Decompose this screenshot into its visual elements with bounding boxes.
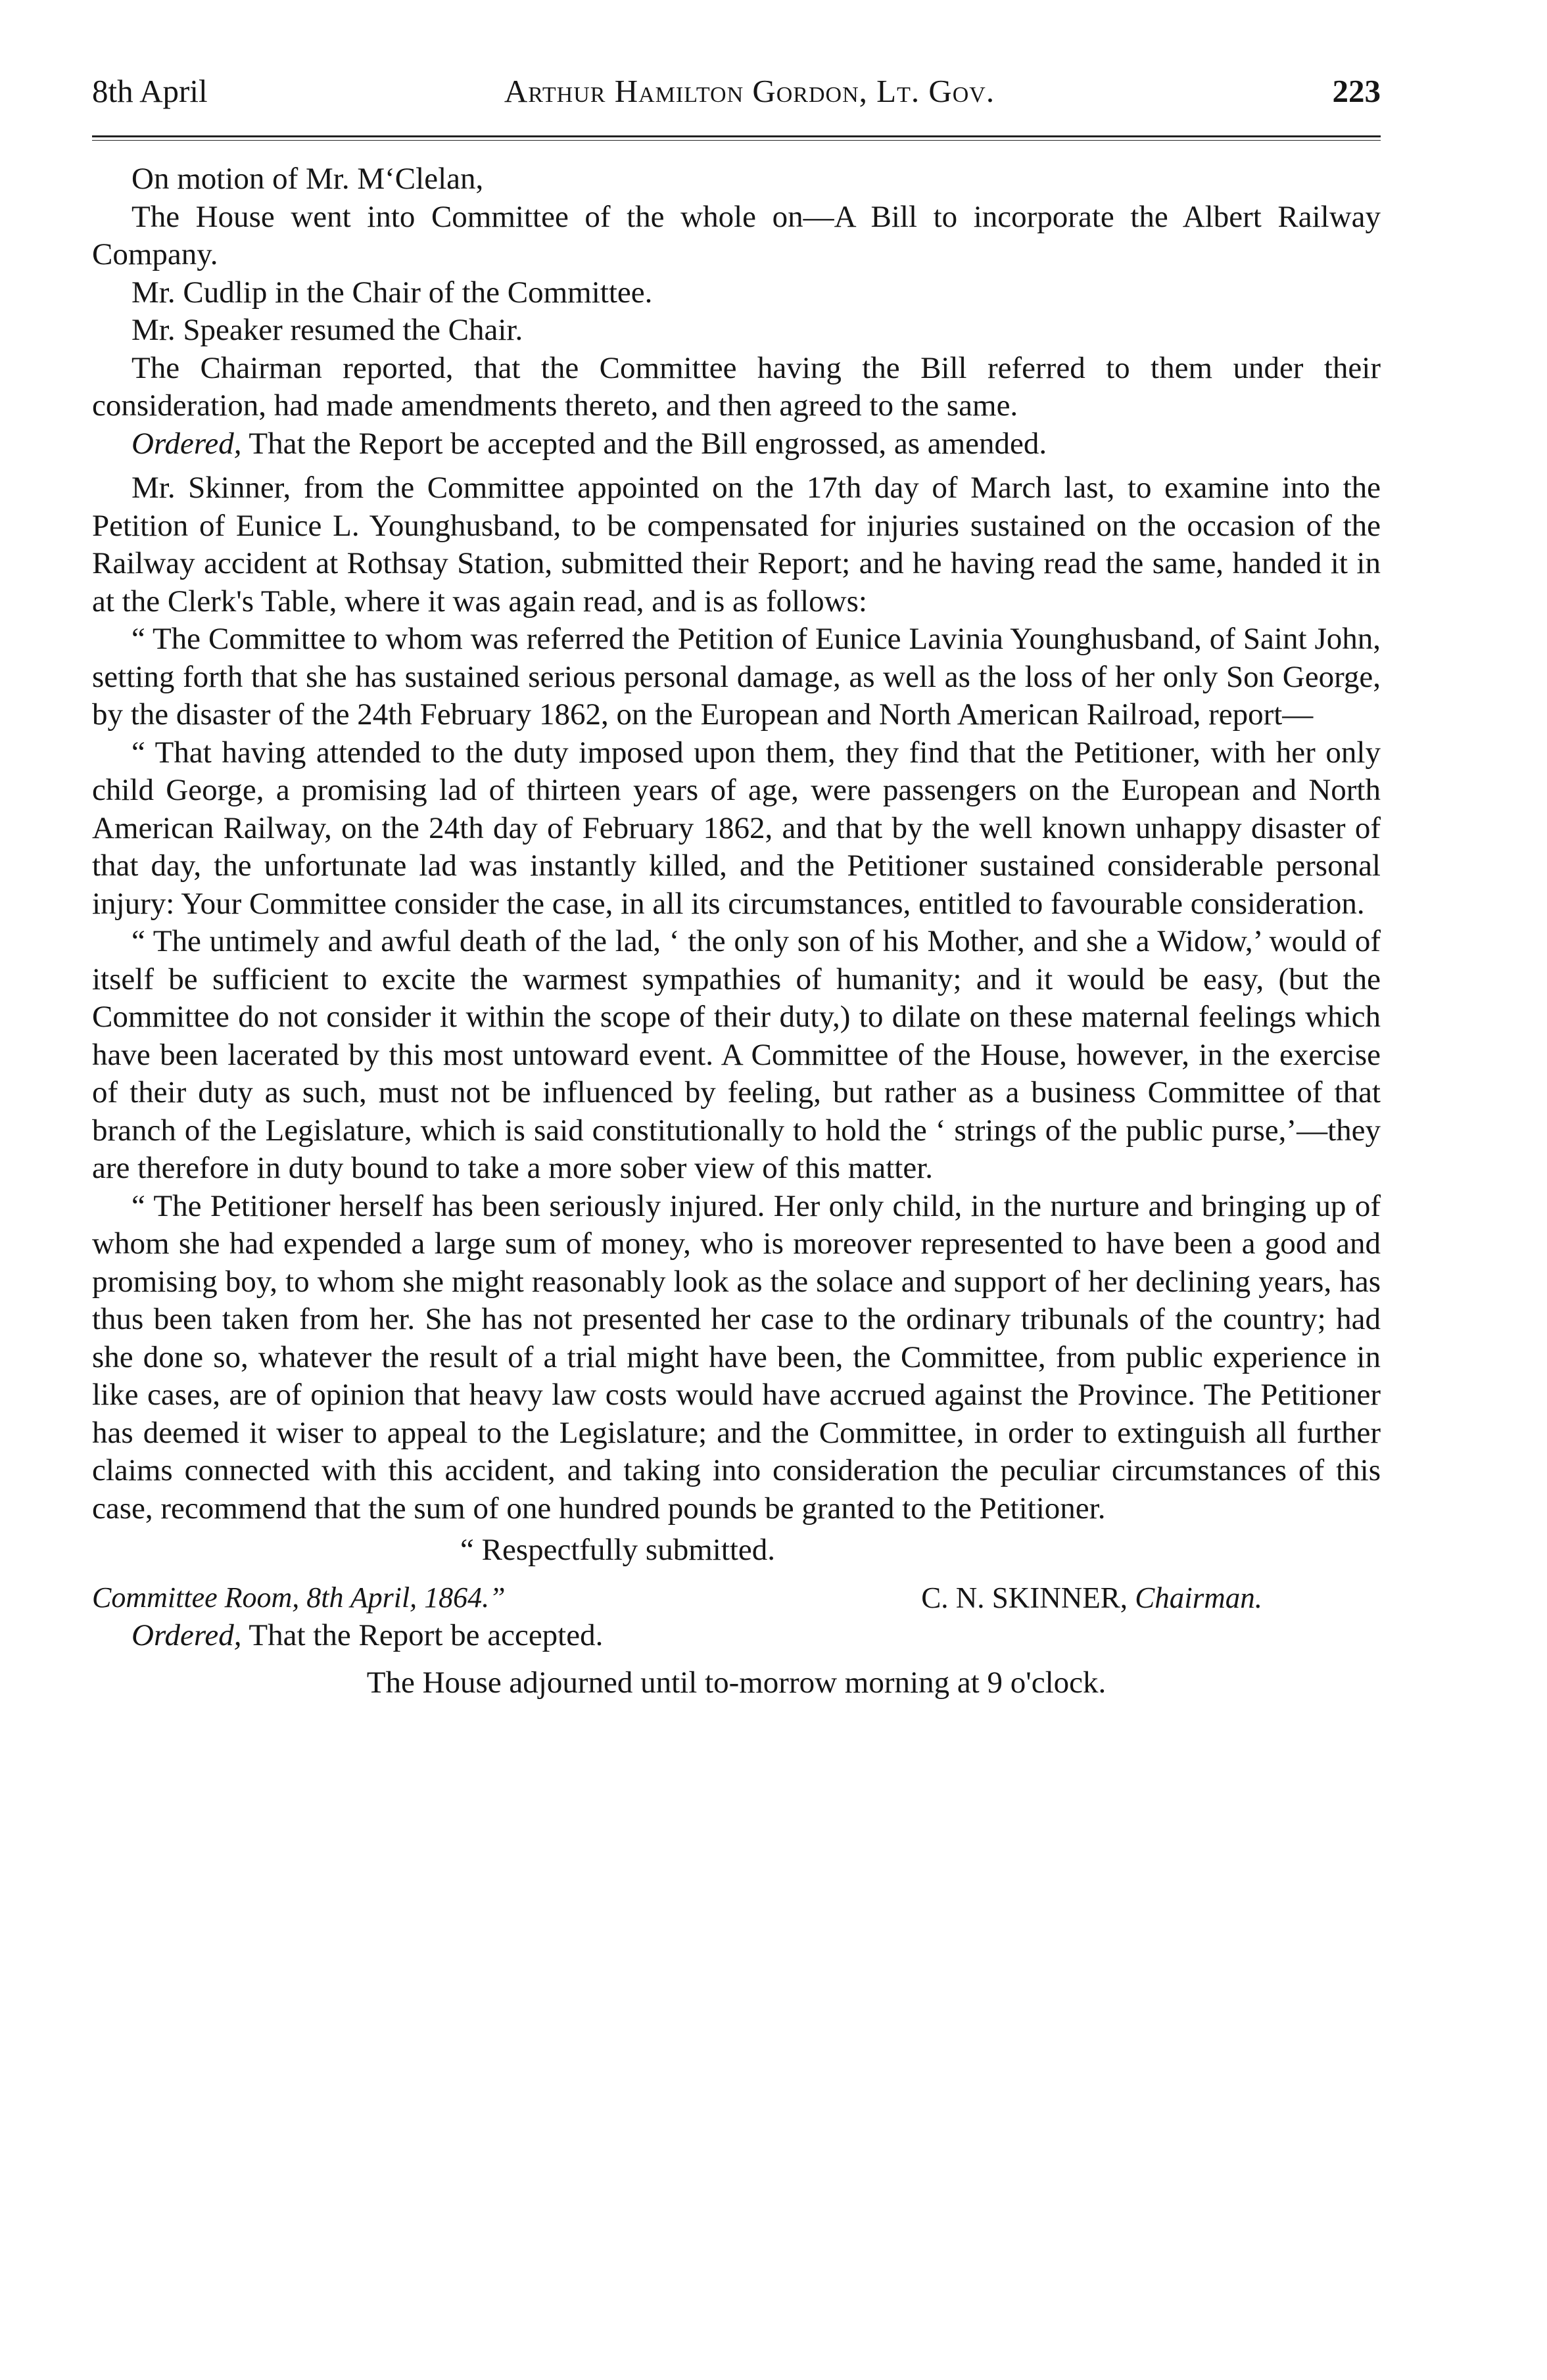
paragraph-text: Mr. Cudlip in the Chair of the Committee. [131,275,653,310]
paragraph-text: “ That having attended to the duty imposed upon them, they find that the Petitioner, with her only child George, a promising lad of thirteen years of age, were passengers on the European and North American Railway, on the 24th day of February 1862, and that by the well known unhappy disaster of that day, the unfortunate lad was instantly killed, and the Petitioner sustained considerable personal injury: Your Committee consider the case, in all its circumstances, entitled to favourable consideration. [92,735,1381,921]
header-rule [92,135,1381,141]
paragraph-committee-of-whole [92,198,1381,274]
paragraph-lead: Ordered, [131,426,242,461]
paragraph-text: “ The untimely and awful death of the lad, ‘ the only son of his Mother, and she a Widow,’ would of itself be sufficient to excite the warmest sympathies of humanity; and it would be easy, (but the Committee do not consider it within the scope of their duty,) to dilate on these maternal feelings which have been lacerated by this most untoward event. A Committee of the House, however, in the exercise of their duty as such, must not be influenced by feeling, but rather as a business Committee of that branch of the Legislature, which is said constitutionally to hold the ‘ strings of the public purse,’—they are therefore in duty bound to take a more sober view of this matter. [92,924,1381,1185]
closing-order-text: That the Report be accepted. [241,1618,604,1652]
paragraph-speaker [92,312,1381,350]
paragraph-duty-findings [92,734,1381,923]
paragraph-text: The House went into Committee of the whole on—A Bill to incorporate the Albert Railway Company. [92,199,1381,271]
paragraph-untimely-death [92,923,1381,1188]
body-text [92,160,1381,1570]
paragraph-text: “ The Petitioner herself has been seriously injured. Her only child, in the nurture and bringing up of whom she had expended a large sum of money, who is moreover represented to have been a good and promising boy, to whom she might reasonably look as the solace and support of her declining years, has thus been taken from her. She has not presented her case to the ordinary tribunals of the country; had she done so, whatever the result of a trial might have been, the Committee, from public experience in like cases, are of opinion that heavy law costs would have accrued against the Province. The Petitioner has deemed it wiser to appeal to the Legislature; and the Committee, in order to extinguish all further claims connected with this accident, and taking into consideration the peculiar circumstances of this case, recommend that the sum of one hundred pounds be granted to the Petitioner. [92,1188,1381,1526]
paragraph-petition-referred [92,620,1381,734]
running-head [92,72,1381,125]
paragraph-ordered-engrossed [92,425,1381,463]
paragraph-text: Mr. Skinner, from the Committee appointed on the 17th day of March last, to examine into the Petition of Eunice L. Younghusband, to be compensated for injuries sustained on the occasion of the Railway accident at Rothsay Station, submitted their Report; and he having read the same, handed it in at the Clerk's Table, where it was again read, and is as follows: [92,471,1381,618]
paragraph-text: The Chairman reported, that the Committee having the Bill referred to them under their consideration, had made amendments thereto, and then agreed to the same. [92,350,1381,423]
committee-room-date: Committee Room, 8th April, 1864.” [92,1581,506,1614]
paragraph-text: That the Report be accepted and the Bill engrossed, as amended. [241,426,1047,461]
paragraph-chairman-report [92,350,1381,425]
paragraph-text: On motion of Mr. M‘Clelan, [131,162,484,196]
signatory-role: Chairman. [1135,1581,1262,1614]
page-number: 223 [1332,73,1381,109]
document-page [92,72,1381,1702]
paragraph-skinner-report [92,469,1381,620]
paragraph-petitioner-injured [92,1188,1381,1528]
paragraph-text: Mr. Speaker resumed the Chair. [131,313,523,347]
header-date: 8th April [92,73,208,109]
closing-order [92,1617,1381,1655]
signatory [921,1579,1262,1617]
signatory-name: C. N. SKINNER, [921,1581,1128,1614]
closing-order-lead: Ordered, [131,1618,242,1652]
paragraph-motion [92,160,1381,198]
respectfully-submitted: “ Respectfully submitted. [460,1533,776,1567]
adjournment: The House adjourned until to-morrow morning at 9 o'clock. [366,1666,1107,1700]
paragraph-chair [92,274,1381,312]
header-title: Arthur Hamilton Gordon, Lt. Gov. [504,73,995,109]
paragraph-text: “ The Committee to whom was referred the Petition of Eunice Lavinia Younghusband, of Saint John, setting forth that she has sustained serious personal damage, as well as the loss of her only Son George, by the disaster of the 24th February 1862, on the European and North American Railroad, report— [92,622,1381,732]
signature-line [92,1579,1381,1617]
closing-section [92,1617,1381,1655]
